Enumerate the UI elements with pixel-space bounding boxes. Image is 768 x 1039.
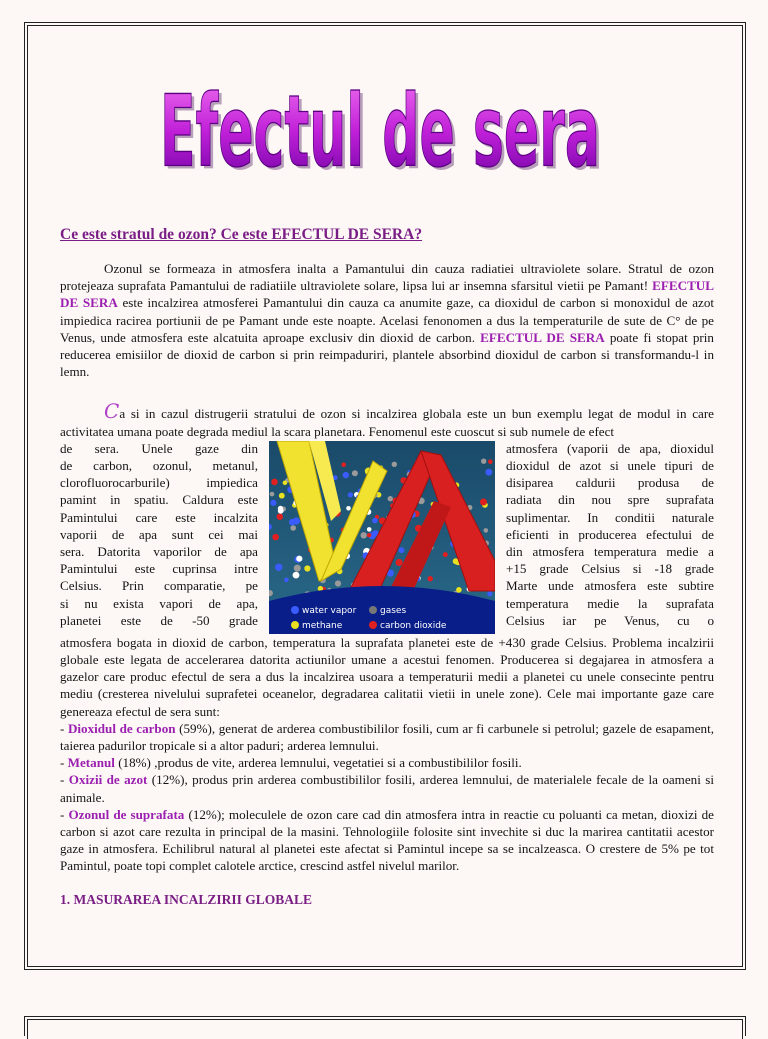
- molecule-dot: [304, 565, 310, 571]
- left-line: si nu exista vapori de apa,: [60, 595, 258, 611]
- molecule-dot: [335, 580, 341, 586]
- text-run: a si in cazul distrugerii stratului de ozon si incalzirea globala este un bun exemplu legat de modul in: [119, 406, 687, 422]
- text-run: care activitatea umana poate degrada mediul la scara planetara. Fenomenul este cuoscut si sub numele de efect: [60, 406, 714, 439]
- molecule-dot: [277, 513, 283, 519]
- molecule-dot: [480, 498, 487, 505]
- paragraph-global-warming: atmosfera bogata in dioxid de carbon, temperatura la suprafata planetei este de +430 grade Celsius. Problema incalzirii globale este legata de accelerarea datorita actiunilor umane a acestui fenomen. Producerea si degajarea in atmosfera a gazelor care produc efectul de sera a dus la incalzirea usoara a temperaturii medii a planetei cu unele consecinte pentru mediu (cresterea nivelului suprafetei oceanelor, degradarea calitatii vietii in unele zone). Cele mai importante gaze care genereaza efectul de sera sunt:: [60, 634, 714, 719]
- gas-description: (12%), produs prin arderea combustibililor fosili, arderea lemnului, de materialele fecale de la oameni si animale.: [60, 772, 714, 805]
- gas-description: (12%); moleculele de ozon care cad din atmosfera intra in reactie cu poluanti ca metan, dioxizi de carbon si azot care rezulta in principal de la masini. Tehnologiile folosite sint invechite si duc la marirea cantitatii acestor gaze in atmosfera. Echilibrul natural al planetei este afectat si Pamintul incepe sa se incalzeasca. O crestere de 5% pe tot Pamintul, poate topi complet calotele arctice, crescind astfel nivelul marilor.: [60, 806, 714, 874]
- molecule-dot: [283, 480, 288, 485]
- gas-list: [60, 720, 714, 875]
- gas-item-nitrogen-oxides: [60, 771, 714, 805]
- gas-name: Oxizii de azot: [68, 772, 148, 788]
- gas-item-co2: [60, 720, 714, 754]
- paragraph-intro: [60, 399, 714, 439]
- list-dash: -: [60, 806, 69, 822]
- left-line: planetei este de -50 grade: [60, 612, 258, 628]
- molecule-dot: [293, 572, 300, 579]
- molecule-dot: [271, 478, 278, 485]
- left-line: de sera. Unele gaze din: [60, 440, 258, 456]
- paragraph-ozone: [60, 260, 714, 380]
- legend-label: water vapor: [302, 605, 357, 616]
- gas-description: (59%), generat de arderea combustibililor fosili, cum ar fi carbunele si petrolul; gazele de esapament, taierea padurilor tropicale si a altor paduri; arderea lemnului.: [60, 720, 715, 754]
- right-line: din atmosfera temperatura medie a: [506, 543, 714, 559]
- molecule-dot: [270, 492, 275, 497]
- text-run: Ozonul se formeaza in atmosfera inalta a Pamantului din cauza radiatiei ultraviolete solare. Stratul de ozon protejeaza suprafata Pamantului de radiatiile ultraviolete solare, lipsa lui ar insemna sfarsitul vietii pe Pamant!: [60, 261, 714, 294]
- molecule-dot: [484, 528, 489, 533]
- title-text: Efectul de sera: [160, 74, 600, 182]
- right-line: +15 grade Celsius si -18 grade: [506, 561, 714, 577]
- molecule-dot: [284, 577, 289, 582]
- molecule-dot: [485, 469, 492, 476]
- gas-name: Ozonul de suprafata: [68, 806, 185, 822]
- drop-cap: C: [104, 399, 120, 424]
- right-line: Celsius iar pe Venus, cu o: [506, 612, 714, 628]
- molecule-dot: [343, 472, 349, 478]
- right-line: suplimentar. In conditii naturale: [506, 509, 714, 525]
- left-line: Pamintului este cuprinsa intre: [60, 561, 258, 577]
- molecule-dot: [388, 496, 393, 501]
- right-line: disiparea caldurii produsa de: [506, 475, 714, 491]
- gas-name: Metanul: [67, 755, 115, 771]
- molecule-dot: [296, 555, 302, 561]
- molecule-dot: [481, 458, 486, 463]
- molecule-dot: [348, 492, 353, 497]
- greenhouse-diagram-image: [269, 441, 495, 634]
- legend-label: gases: [380, 605, 407, 616]
- section-heading: Ce este stratul de ozon? Ce este EFECTUL DE SERA?: [60, 226, 423, 243]
- left-line: vaporii de apa sunt cei mai: [60, 526, 258, 542]
- right-line: eficienti in producerea efectului de: [506, 526, 714, 542]
- molecule-dot: [361, 532, 367, 538]
- list-dash: -: [60, 720, 68, 736]
- left-column: [60, 440, 258, 629]
- molecule-dot: [289, 519, 296, 526]
- gas-item-methane: [60, 754, 714, 771]
- molecule-dot: [272, 534, 279, 541]
- molecule-dot: [367, 527, 372, 532]
- gas-description: (18%) ,produs de vite, arderea lemnului, vegetatiei si a combustibililor fosili.: [114, 755, 522, 771]
- left-line: sera. Datorita vaporilor de apa: [60, 543, 258, 559]
- molecule-dot: [294, 564, 301, 571]
- highlight-efectul-de-sera: EFECTUL DE SERA: [480, 329, 605, 345]
- molecule-dot: [487, 591, 492, 596]
- title-wordart: [150, 52, 610, 182]
- gas-item-surface-ozone: [60, 806, 714, 875]
- right-line: radiata din nou spre suprafata: [506, 492, 714, 508]
- legend-label: carbon dioxide: [380, 620, 447, 631]
- left-line: Pamintului care este incalzita: [60, 509, 258, 525]
- right-column: [506, 440, 714, 629]
- text-run: este incalzirea atmosferei Pamantului din cauza ca anumite gaze, ca dioxidul de carbon si monoxidul de azot impiedica racirea portiunii de pe Pamant unde este noapte. Acelasi fenonomen a dus la temperaturile de sute de C° de pe Venus, unde atmosfera este alcatuita aproape exclusiv din dioxid de carbon.: [60, 295, 715, 345]
- molecule-dot: [396, 559, 403, 566]
- molecule-dot: [346, 506, 351, 511]
- list-dash: -: [60, 755, 68, 771]
- right-line: Marte unde atmosfera este subtire: [506, 578, 714, 594]
- molecule-dot: [456, 587, 462, 593]
- molecule-dot: [372, 518, 378, 524]
- highlight-efectul-de-sera: EFECTUL DE SERA: [60, 278, 714, 311]
- molecule-dot: [488, 459, 493, 464]
- molecule-dot: [352, 470, 358, 476]
- text-with-figure: [60, 440, 714, 634]
- title-text-shadow: Efectul de sera: [163, 77, 603, 182]
- left-line: pamint in spatiu. Caldura este: [60, 492, 258, 508]
- right-line: atmosfera (vaporii de apa, dioxidul: [506, 440, 714, 456]
- right-line: temperatura medie la suprafata: [506, 595, 714, 611]
- molecule-dot: [270, 500, 276, 506]
- molecule-dot: [443, 552, 448, 557]
- text-run: poate fi stopat prin reducerea emisiilor de dioxid de carbon si prin reimpaduriri, plantele absorbind dioxidul de carbon si transformandu-l in lemn.: [60, 329, 714, 380]
- molecule-dot: [278, 506, 283, 511]
- molecule-dot: [392, 461, 397, 466]
- molecule-dot: [275, 563, 282, 570]
- left-line: Celsius. Prin comparatie, pe: [60, 578, 258, 594]
- molecule-dot: [399, 547, 405, 553]
- document-body: [60, 226, 714, 908]
- molecule-dot: [341, 462, 346, 467]
- molecule-dot: [279, 493, 285, 499]
- left-line: de carbon, ozonul, metanul,: [60, 458, 258, 474]
- next-page-border-inner: [27, 1019, 743, 1039]
- gas-name: Dioxidul de carbon: [67, 720, 176, 736]
- legend-label: methane: [302, 620, 343, 631]
- left-line: clorofluorocarburile) impiedica: [60, 475, 258, 491]
- molecule-dot: [367, 533, 371, 537]
- molecule-dot: [290, 525, 296, 531]
- right-line: dioxidul de azot si unele tipuri de: [506, 458, 714, 474]
- section-heading-measurement: 1. MASURAREA INCALZIRII GLOBALE: [60, 891, 313, 907]
- molecule-dot: [428, 576, 433, 581]
- list-dash: -: [60, 772, 69, 788]
